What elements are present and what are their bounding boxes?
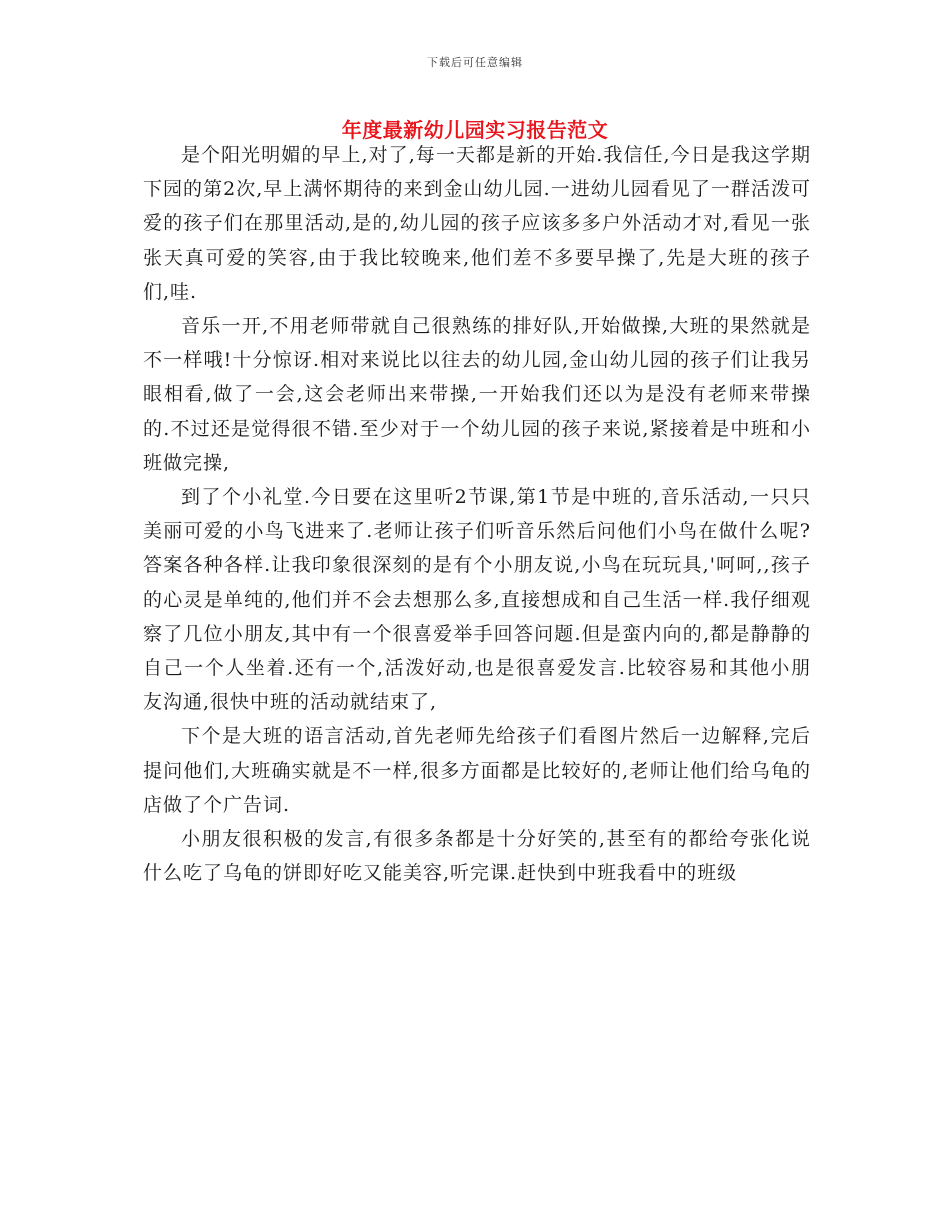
- header-note: 下载后可任意编辑: [427, 56, 523, 69]
- paragraph: 小朋友很积极的发言,有很多条都是十分好笑的,甚至有的都给夸张化说什么吃了乌龟的饼即好吃又能美容,听完课.赶快到中班我看中的班级: [143, 828, 811, 885]
- paragraph: 音乐一开,不用老师带就自己很熟练的排好队,开始做操,大班的果然就是不一样哦!十分惊讶.相对来说比以往去的幼儿园,金山幼儿园的孩子们让我另眼相看,做了一会,这会老师出来带操,一开始我们还以为是没有老师来带操的.不过还是觉得很不错.至少对于一个幼儿园的孩子来说,紧接着是中班和小班做完操,: [143, 315, 811, 474]
- paragraph: 下个是大班的语言活动,首先老师先给孩子们看图片然后一边解释,完后提问他们,大班确实就是不一样,很多方面都是比较好的,老师让他们给乌龟的店做了个广告词.: [143, 725, 811, 816]
- document-title: 年度最新幼儿园实习报告范文: [341, 118, 609, 142]
- paragraph: 是个阳光明媚的早上,对了,每一天都是新的开始.我信任,今日是我这学期下园的第2次,早上满怀期待的来到金山幼儿园.一进幼儿园看见了一群活泼可爱的孩子们在那里活动,是的,幼儿园的孩子应该多多户外活动才对,看见一张张天真可爱的笑容,由于我比较晚来,他们差不多要早操了,先是大班的孩子们,哇.: [143, 144, 811, 303]
- paragraph: 到了个小礼堂.今日要在这里听2节课,第1节是中班的,音乐活动,一只只美丽可爱的小鸟飞进来了.老师让孩子们听音乐然后问他们小鸟在做什么呢?答案各种各样.让我印象很深刻的是有个小朋友说,小鸟在玩玩具,'呵呵,,孩子的心灵是单纯的,他们并不会去想那么多,直接想成和自己生活一样.我仔细观察了几位小朋友,其中有一个很喜爱举手回答问题.但是蛮内向的,都是静静的自己一个人坐着.还有一个,活泼好动,也是很喜爱发言.比较容易和其他小朋友沟通,很快中班的活动就结束了,: [143, 486, 811, 714]
- document-body: [143, 138, 811, 890]
